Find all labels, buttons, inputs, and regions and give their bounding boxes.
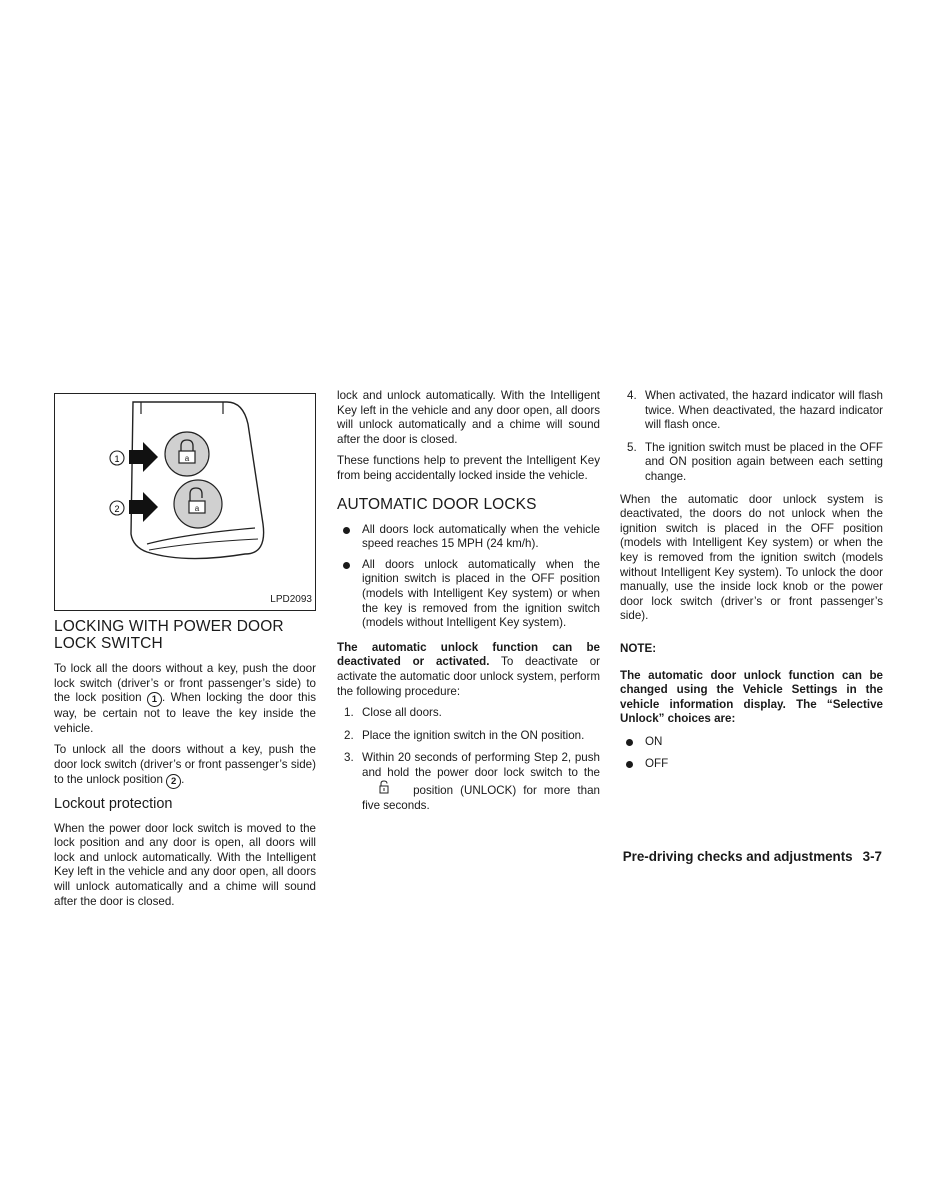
- list-item: OFF: [620, 757, 883, 772]
- page-number: 3-7: [862, 849, 882, 864]
- bullet-icon: [626, 761, 633, 768]
- heading-power-door-lock: LOCKING WITH POWER DOOR LOCK SWITCH: [54, 618, 284, 652]
- procedure-steps-continued: [620, 389, 883, 485]
- footer-section-title: Pre-driving checks and adjustments: [622, 849, 853, 864]
- list-item: ON: [620, 735, 883, 750]
- svg-text:a: a: [184, 454, 190, 463]
- paragraph-lockout: When the power door lock switch is moved to the lock position and any door is open, all doors will lock and unlock automatically. With the Intelligent Key left in the vehicle and any door open, all doors will unlock automatically and a chime will sound after the door is closed.: [54, 821, 316, 908]
- paragraph-procedure-intro: The automatic unlock function can be deactivated or activated. To deactivate or activate the automatic door unlock system, perform the following procedure:: [337, 640, 600, 698]
- bullet-icon: [343, 527, 350, 534]
- step-item: 1. Close all doors.: [344, 706, 442, 720]
- column-1: [54, 393, 316, 908]
- svg-text:2: 2: [114, 504, 120, 514]
- list-item: All doors lock automatically when the vehicle speed reaches 15 MPH (24 km/h).: [337, 523, 600, 552]
- svg-text:a: a: [194, 504, 200, 513]
- note-label: NOTE:: [620, 641, 657, 655]
- list-item: All doors unlock automatically when the ignition switch is placed in the OFF position (models with Intelligent Key system) or when the key is removed from the ignition switch (models without Intelligent Key system).: [337, 558, 600, 631]
- paragraph-deactivated: When the automatic door unlock system is deactivated, the doors do not unlock when the ignition switch is placed in the OFF position (models with Intelligent Key system) or when the key is removed from the ignition switch (models without Intelligent Key system). To unlock the door manually, use the inside lock knob or the power door lock switch (driver’s or front passenger’s side).: [620, 492, 883, 623]
- paragraph-lockout-continued: lock and unlock automatically. With the Intelligent Key left in the vehicle and any door open, all doors will unlock automatically and a chime will sound after the door is closed.: [337, 389, 600, 446]
- marker-1: 1: [147, 692, 162, 707]
- paragraph-lock: To lock all the doors without a key, push the door lock switch (driver’s or front passenger’s side) to the lock position 1 . When locking the door this way, be certain not to leave the key inside the vehicle.: [54, 662, 316, 735]
- column-3: [620, 389, 883, 779]
- unlock-symbol-icon: [362, 780, 406, 799]
- step-item: 5. The ignition switch must be placed in the OFF and ON position again between each setting change.: [627, 440, 883, 483]
- paragraph-unlock: To unlock all the doors without a key, push the door lock switch (driver’s or front passenger’s side) to the unlock position 2 .: [54, 743, 316, 787]
- key-fob-figure: [54, 393, 316, 611]
- svg-text:1: 1: [114, 454, 120, 464]
- selective-unlock-choices: [620, 735, 883, 772]
- procedure-steps: [337, 706, 600, 814]
- paragraph-lockout-purpose: These functions help to prevent the Intelligent Key from being accidentally locked inside the vehicle.: [337, 454, 600, 482]
- figure-code: LPD2093: [270, 594, 312, 606]
- step-item: 2. Place the ignition switch in the ON position.: [344, 728, 585, 742]
- step-item: 3. Within 20 seconds of performing Step 2, push and hold the power door lock switch to the position (UNLOCK) for more than five seconds.: [344, 751, 600, 813]
- bullet-icon: [626, 739, 633, 746]
- auto-lock-bullets: [337, 523, 600, 631]
- bullet-icon: [343, 562, 350, 569]
- heading-automatic-door-locks: AUTOMATIC DOOR LOCKS: [337, 495, 537, 513]
- note-text: The automatic door unlock function can be changed using the Vehicle Settings in the vehicle information display. The “Selective Unlock” choices are:: [620, 668, 883, 726]
- heading-lockout-protection: Lockout protection: [54, 795, 173, 812]
- page-footer: [623, 849, 882, 864]
- marker-2: 2: [166, 774, 181, 789]
- step-item: 4. When activated, the hazard indicator will flash twice. When deactivated, the hazard indicator will flash once.: [627, 389, 883, 432]
- key-fob-illustration: [55, 394, 315, 610]
- column-2: [337, 389, 600, 822]
